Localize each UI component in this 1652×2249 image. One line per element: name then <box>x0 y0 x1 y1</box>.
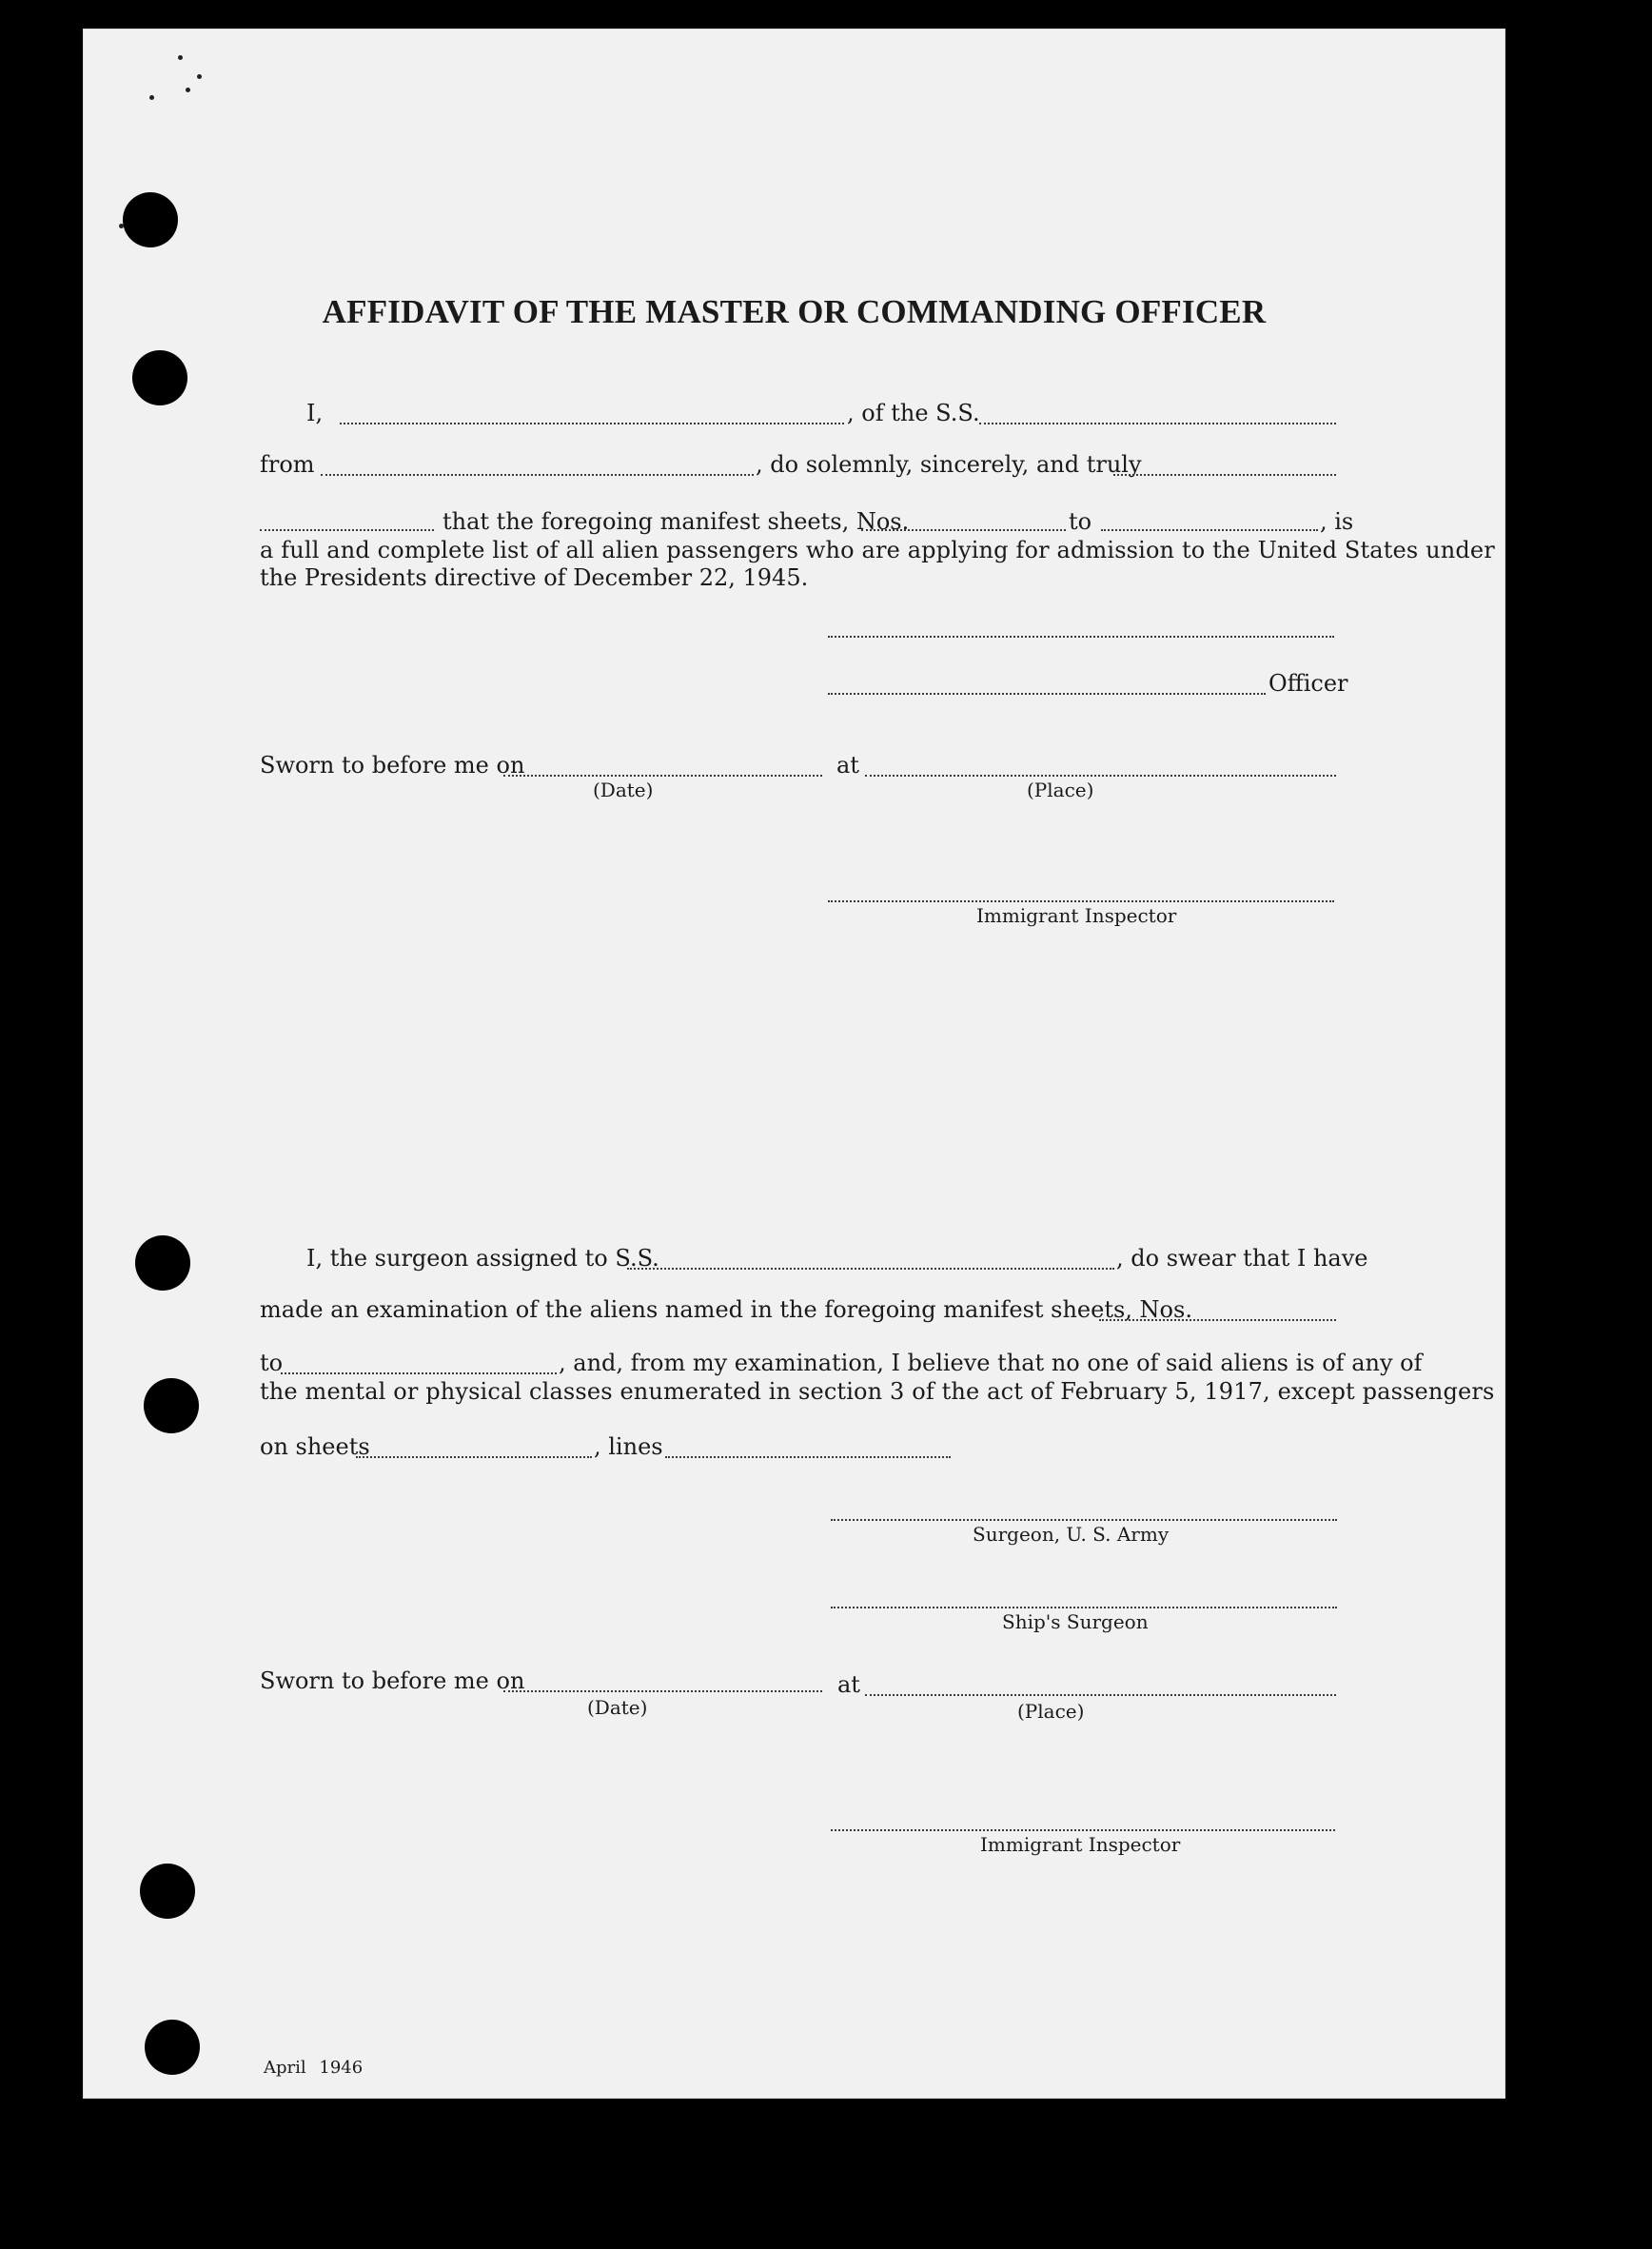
form-date: April 1946 <box>264 2058 364 2078</box>
officer-signature-line[interactable] <box>828 636 1334 638</box>
master-date-label: (Date) <box>593 779 654 801</box>
surgeon-ship-field[interactable] <box>627 1268 1114 1270</box>
surgeon-at-label: at <box>837 1671 860 1698</box>
officer-name-field[interactable] <box>828 693 1266 695</box>
master-line3-to: to <box>1069 508 1092 535</box>
surgeon-line3-end: , and, from my examination, I believe that no one of said aliens is of any of <box>559 1350 1423 1376</box>
master-place-label: (Place) <box>1027 779 1094 801</box>
surgeon-sworn-place-field[interactable] <box>865 1694 1336 1696</box>
master-sworn-place-field[interactable] <box>865 775 1336 777</box>
surgeon-line1-end: , do swear that I have <box>1116 1245 1368 1272</box>
officer-label: Officer <box>1268 670 1348 697</box>
master-line2-mid: , do solemnly, sincerely, and truly <box>756 451 1142 478</box>
surgeon-line3-start: to <box>260 1350 284 1376</box>
master-line1-mid: , of the S.S. <box>847 400 980 426</box>
page-title: AFFIDAVIT OF THE MASTER OR COMMANDING OFFICER <box>322 293 1267 330</box>
master-line2-start: from <box>260 451 315 478</box>
surgeon-sworn-date-field[interactable] <box>503 1690 822 1692</box>
sheets-from-field[interactable] <box>861 529 1066 531</box>
surgeon-place-label: (Place) <box>1017 1700 1085 1723</box>
punch-hole <box>140 1864 195 1919</box>
master-line1-start: I, <box>306 400 324 426</box>
surgeon-sheets-from-field[interactable] <box>1099 1319 1336 1321</box>
surgeon-inspector-label: Immigrant Inspector <box>980 1833 1181 1856</box>
master-inspector-label: Immigrant Inspector <box>976 904 1177 927</box>
surgeon-line4: the mental or physical classes enumerated in section 3 of the act of February 5, 1917, except passengers <box>260 1378 1495 1405</box>
ink-speck <box>178 55 183 60</box>
surgeon-date-label: (Date) <box>587 1696 648 1719</box>
sheets-to-field[interactable] <box>1101 529 1318 531</box>
ink-speck <box>149 95 154 100</box>
form-page <box>83 29 1505 2099</box>
ink-speck <box>186 88 190 92</box>
ink-speck <box>197 74 202 79</box>
from-port-field[interactable] <box>321 474 754 476</box>
ship-surgeon-label: Ship's Surgeon <box>1002 1610 1149 1633</box>
punch-hole <box>144 1378 199 1433</box>
punch-hole <box>145 2020 200 2075</box>
master-line5: the Presidents directive of December 22, 1945. <box>260 564 809 591</box>
punch-hole <box>132 350 187 405</box>
ship-name-field[interactable] <box>979 423 1336 424</box>
master-line3-mid: that the foregoing manifest sheets, Nos. <box>442 508 910 535</box>
punch-hole <box>123 192 178 247</box>
master-line4: a full and complete list of all alien passengers who are applying for admission to the United States under <box>260 537 1495 563</box>
surgeon-line2: made an examination of the aliens named in the foregoing manifest sheets, Nos. <box>260 1296 1192 1323</box>
ship-surgeon-signature-line[interactable] <box>831 1607 1337 1608</box>
ink-speck <box>119 224 124 228</box>
surgeon-sworn-label: Sworn to before me on <box>260 1667 525 1694</box>
excepted-sheets-field[interactable] <box>356 1456 592 1458</box>
surgeon-inspector-signature-line[interactable] <box>831 1829 1335 1831</box>
master-at-label: at <box>836 752 859 779</box>
punch-hole <box>135 1235 190 1291</box>
excepted-lines-field[interactable] <box>665 1456 951 1458</box>
master-inspector-signature-line[interactable] <box>828 900 1334 902</box>
surgeon-line1-start: I, the surgeon assigned to S.S. <box>306 1245 659 1272</box>
master-sworn-label: Sworn to before me on <box>260 752 525 779</box>
surgeon-sheets-to-field[interactable] <box>281 1372 557 1374</box>
oath-verb-field[interactable] <box>260 529 434 531</box>
army-surgeon-signature-line[interactable] <box>831 1519 1337 1521</box>
surgeon-line5-start: on sheets <box>260 1433 370 1460</box>
army-surgeon-label: Surgeon, U. S. Army <box>973 1523 1170 1546</box>
surgeon-line5-mid: , lines <box>594 1433 663 1460</box>
master-line3-end: , is <box>1320 508 1354 535</box>
oath-field[interactable] <box>1113 474 1336 476</box>
master-name-field[interactable] <box>340 423 844 424</box>
master-sworn-date-field[interactable] <box>503 775 822 777</box>
